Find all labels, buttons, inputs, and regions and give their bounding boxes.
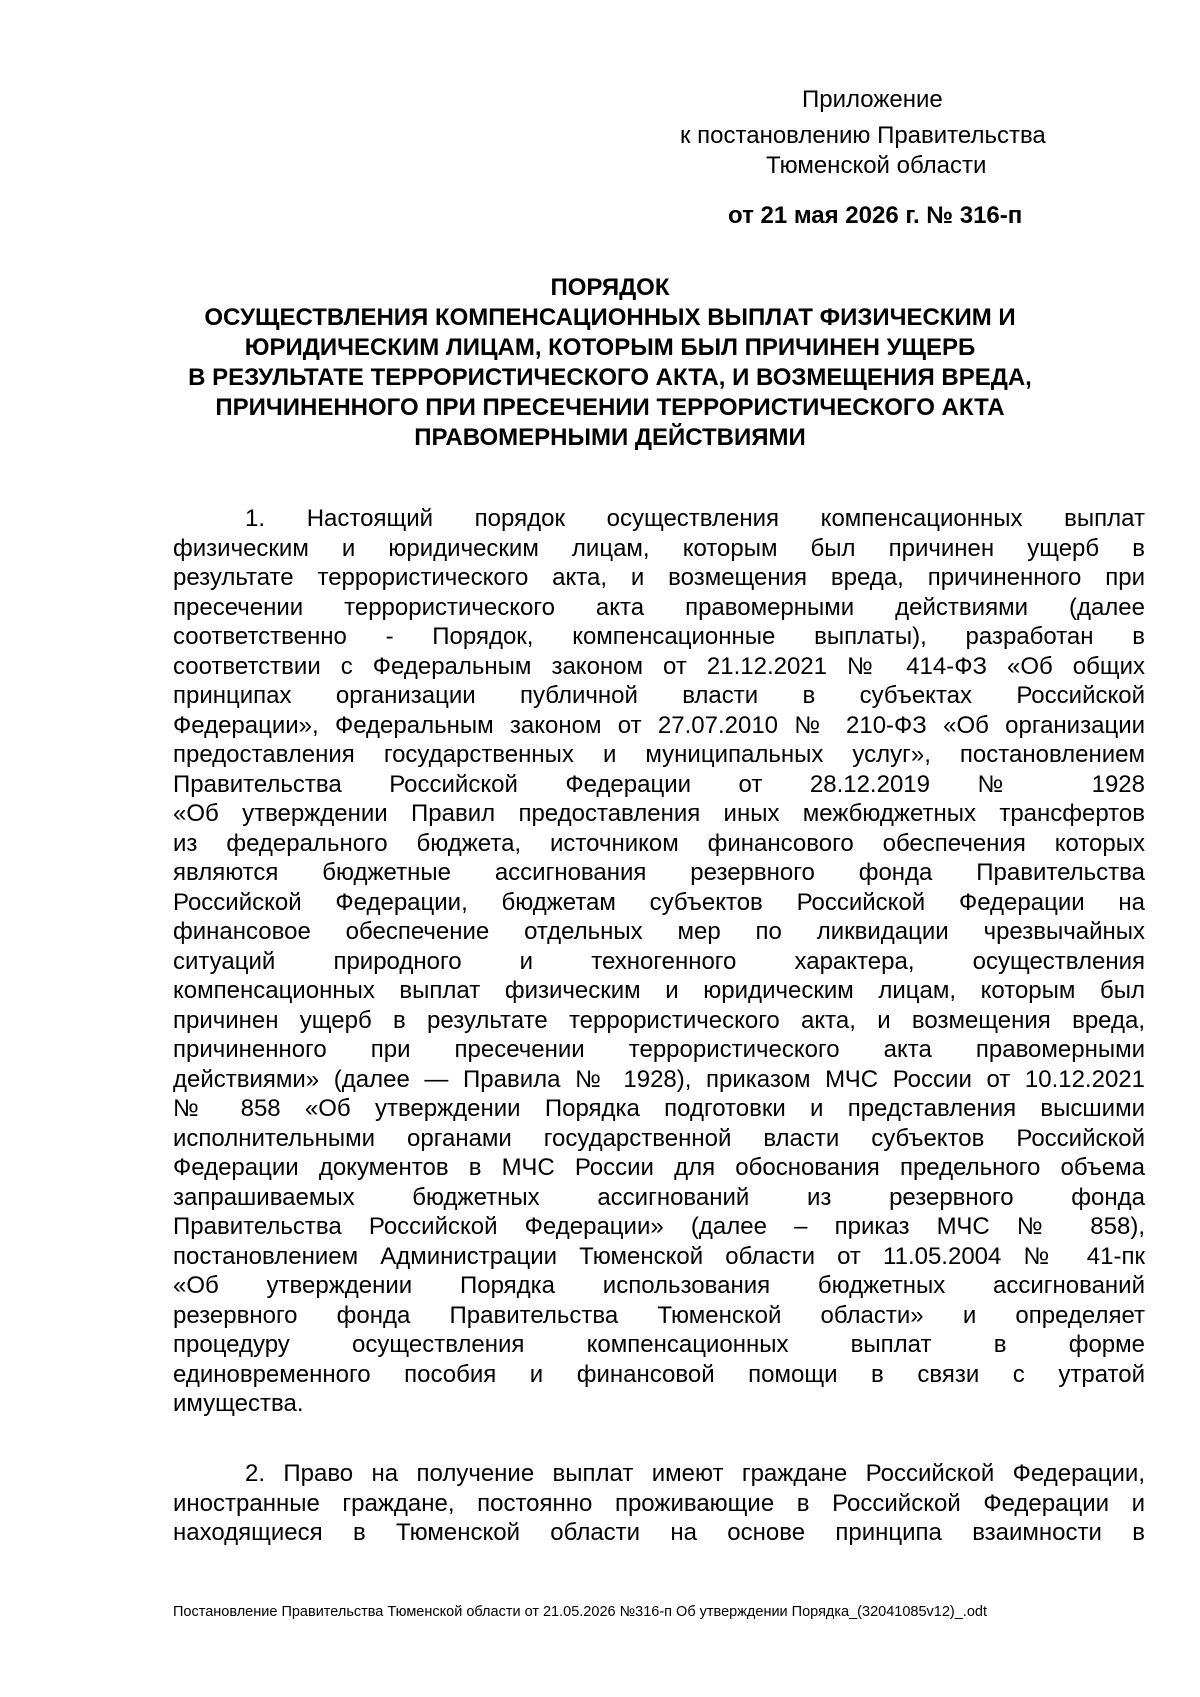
- paragraph-line: имущества.: [173, 1390, 304, 1417]
- paragraph-line: соответственно - Порядок, компенсационные выплаты), разработан в: [173, 623, 1145, 650]
- region-name: Тюменской области: [766, 152, 987, 179]
- paragraph-line: физическим и юридическим лицам, которым был причинен ущерб в: [173, 534, 1145, 562]
- title-line: ПРАВОМЕРНЫМИ ДЕЙСТВИЯМИ: [414, 424, 806, 451]
- paragraph-line: исполнительными органами государственной власти субъектов Российской: [173, 1124, 1145, 1152]
- paragraph-line: запрашиваемых бюджетных ассигнований из резервного фонда: [173, 1183, 1145, 1211]
- title-line: ПРИЧИНЕННОГО ПРИ ПРЕСЕЧЕНИИ ТЕРРОРИСТИЧЕСКОГО АКТА: [215, 394, 1005, 421]
- paragraph-line: «Об утверждении Правил предоставления иных межбюджетных трансфертов: [173, 800, 1145, 827]
- resolution-date-number: от 21 мая 2026 г. № 316-п: [728, 202, 1023, 229]
- paragraph-line: причинен ущерб в результате террористического акта, и возмещения вреда,: [173, 1006, 1145, 1034]
- paragraph-1: [173, 504, 1145, 1419]
- paragraph-line: пресечении террористического акта правомерными действиями (далее: [173, 593, 1145, 621]
- appendix-label: Приложение: [802, 86, 943, 113]
- paragraph-line: соответствии с Федеральным законом от 21.12.2021 № 414-ФЗ «Об общих: [173, 652, 1145, 680]
- paragraph-line: компенсационных выплат физическим и юридическим лицам, которым был: [173, 977, 1145, 1004]
- paragraph-line: действиями» (далее — Правила № 1928), приказом МЧС России от 10.12.2021: [173, 1065, 1145, 1093]
- paragraph-line: Правительства Российской Федерации» (далее – приказ МЧС № 858),: [173, 1213, 1145, 1240]
- paragraph-line: № 858 «Об утверждении Порядка подготовки и представления высшими: [173, 1095, 1145, 1122]
- paragraph-line: являются бюджетные ассигнования резервного фонда Правительства: [173, 859, 1145, 886]
- resolution-reference: к постановлению Правительства: [680, 122, 1046, 149]
- paragraph-line: резервного фонда Правительства Тюменской области» и определяет: [173, 1301, 1145, 1329]
- page-footer: Постановление Правительства Тюменской области от 21.05.2026 №316-п Об утверждении Порядка_(32041085v12)_.odt: [173, 1604, 987, 1620]
- title-line: ЮРИДИЧЕСКИМ ЛИЦАМ, КОТОРЫМ БЫЛ ПРИЧИНЕН УЩЕРБ: [244, 334, 976, 361]
- paragraph-line: единовременного пособия и финансовой помощи в связи с утратой: [173, 1360, 1145, 1388]
- paragraph-2: [173, 1459, 1145, 1548]
- paragraph-line: Федерации», Федеральным законом от 27.07.2010 № 210-ФЗ «Об организации: [173, 711, 1145, 739]
- paragraph-line: находящиеся в Тюменской области на основе принципа взаимности в: [173, 1519, 1145, 1546]
- paragraph-line: «Об утверждении Порядка использования бюджетных ассигнований: [173, 1272, 1145, 1299]
- paragraph-line: Федерации документов в МЧС России для обоснования предельного объема: [173, 1154, 1145, 1181]
- paragraph-line: предоставления государственных и муниципальных услуг», постановлением: [173, 741, 1145, 768]
- paragraph-line: принципах организации публичной власти в субъектах Российской: [173, 682, 1145, 709]
- paragraph-line: иностранные граждане, постоянно проживающие в Российской Федерации и: [173, 1489, 1145, 1517]
- paragraph-line: 1. Настоящий порядок осуществления компенсационных выплат: [245, 505, 1145, 532]
- paragraph-line: процедуру осуществления компенсационных выплат в форме: [173, 1331, 1145, 1358]
- paragraph-line: Российской Федерации, бюджетам субъектов Российской Федерации на: [173, 888, 1145, 916]
- document-title: [150, 273, 1070, 453]
- paragraph-line: из федерального бюджета, источником финансового обеспечения которых: [173, 829, 1145, 857]
- title-line: ПОРЯДОК: [550, 274, 670, 301]
- paragraph-line: результате террористического акта, и возмещения вреда, причиненного при: [173, 564, 1145, 591]
- title-line: ОСУЩЕСТВЛЕНИЯ КОМПЕНСАЦИОННЫХ ВЫПЛАТ ФИЗИЧЕСКИМ И: [204, 304, 1016, 331]
- paragraph-line: ситуаций природного и техногенного характера, осуществления: [173, 947, 1145, 975]
- paragraph-line: постановлением Администрации Тюменской области от 11.05.2004 № 41-пк: [173, 1242, 1145, 1270]
- paragraph-line: причиненного при пресечении террористического акта правомерными: [173, 1036, 1145, 1063]
- paragraph-line: 2. Право на получение выплат имеют граждане Российской Федерации,: [245, 1460, 1145, 1487]
- paragraph-line: финансовое обеспечение отдельных мер по ликвидации чрезвычайных: [173, 918, 1145, 945]
- title-line: В РЕЗУЛЬТАТЕ ТЕРРОРИСТИЧЕСКОГО АКТА, И ВОЗМЕЩЕНИЯ ВРЕДА,: [188, 364, 1032, 391]
- paragraph-line: Правительства Российской Федерации от 28.12.2019 № 1928: [173, 770, 1145, 798]
